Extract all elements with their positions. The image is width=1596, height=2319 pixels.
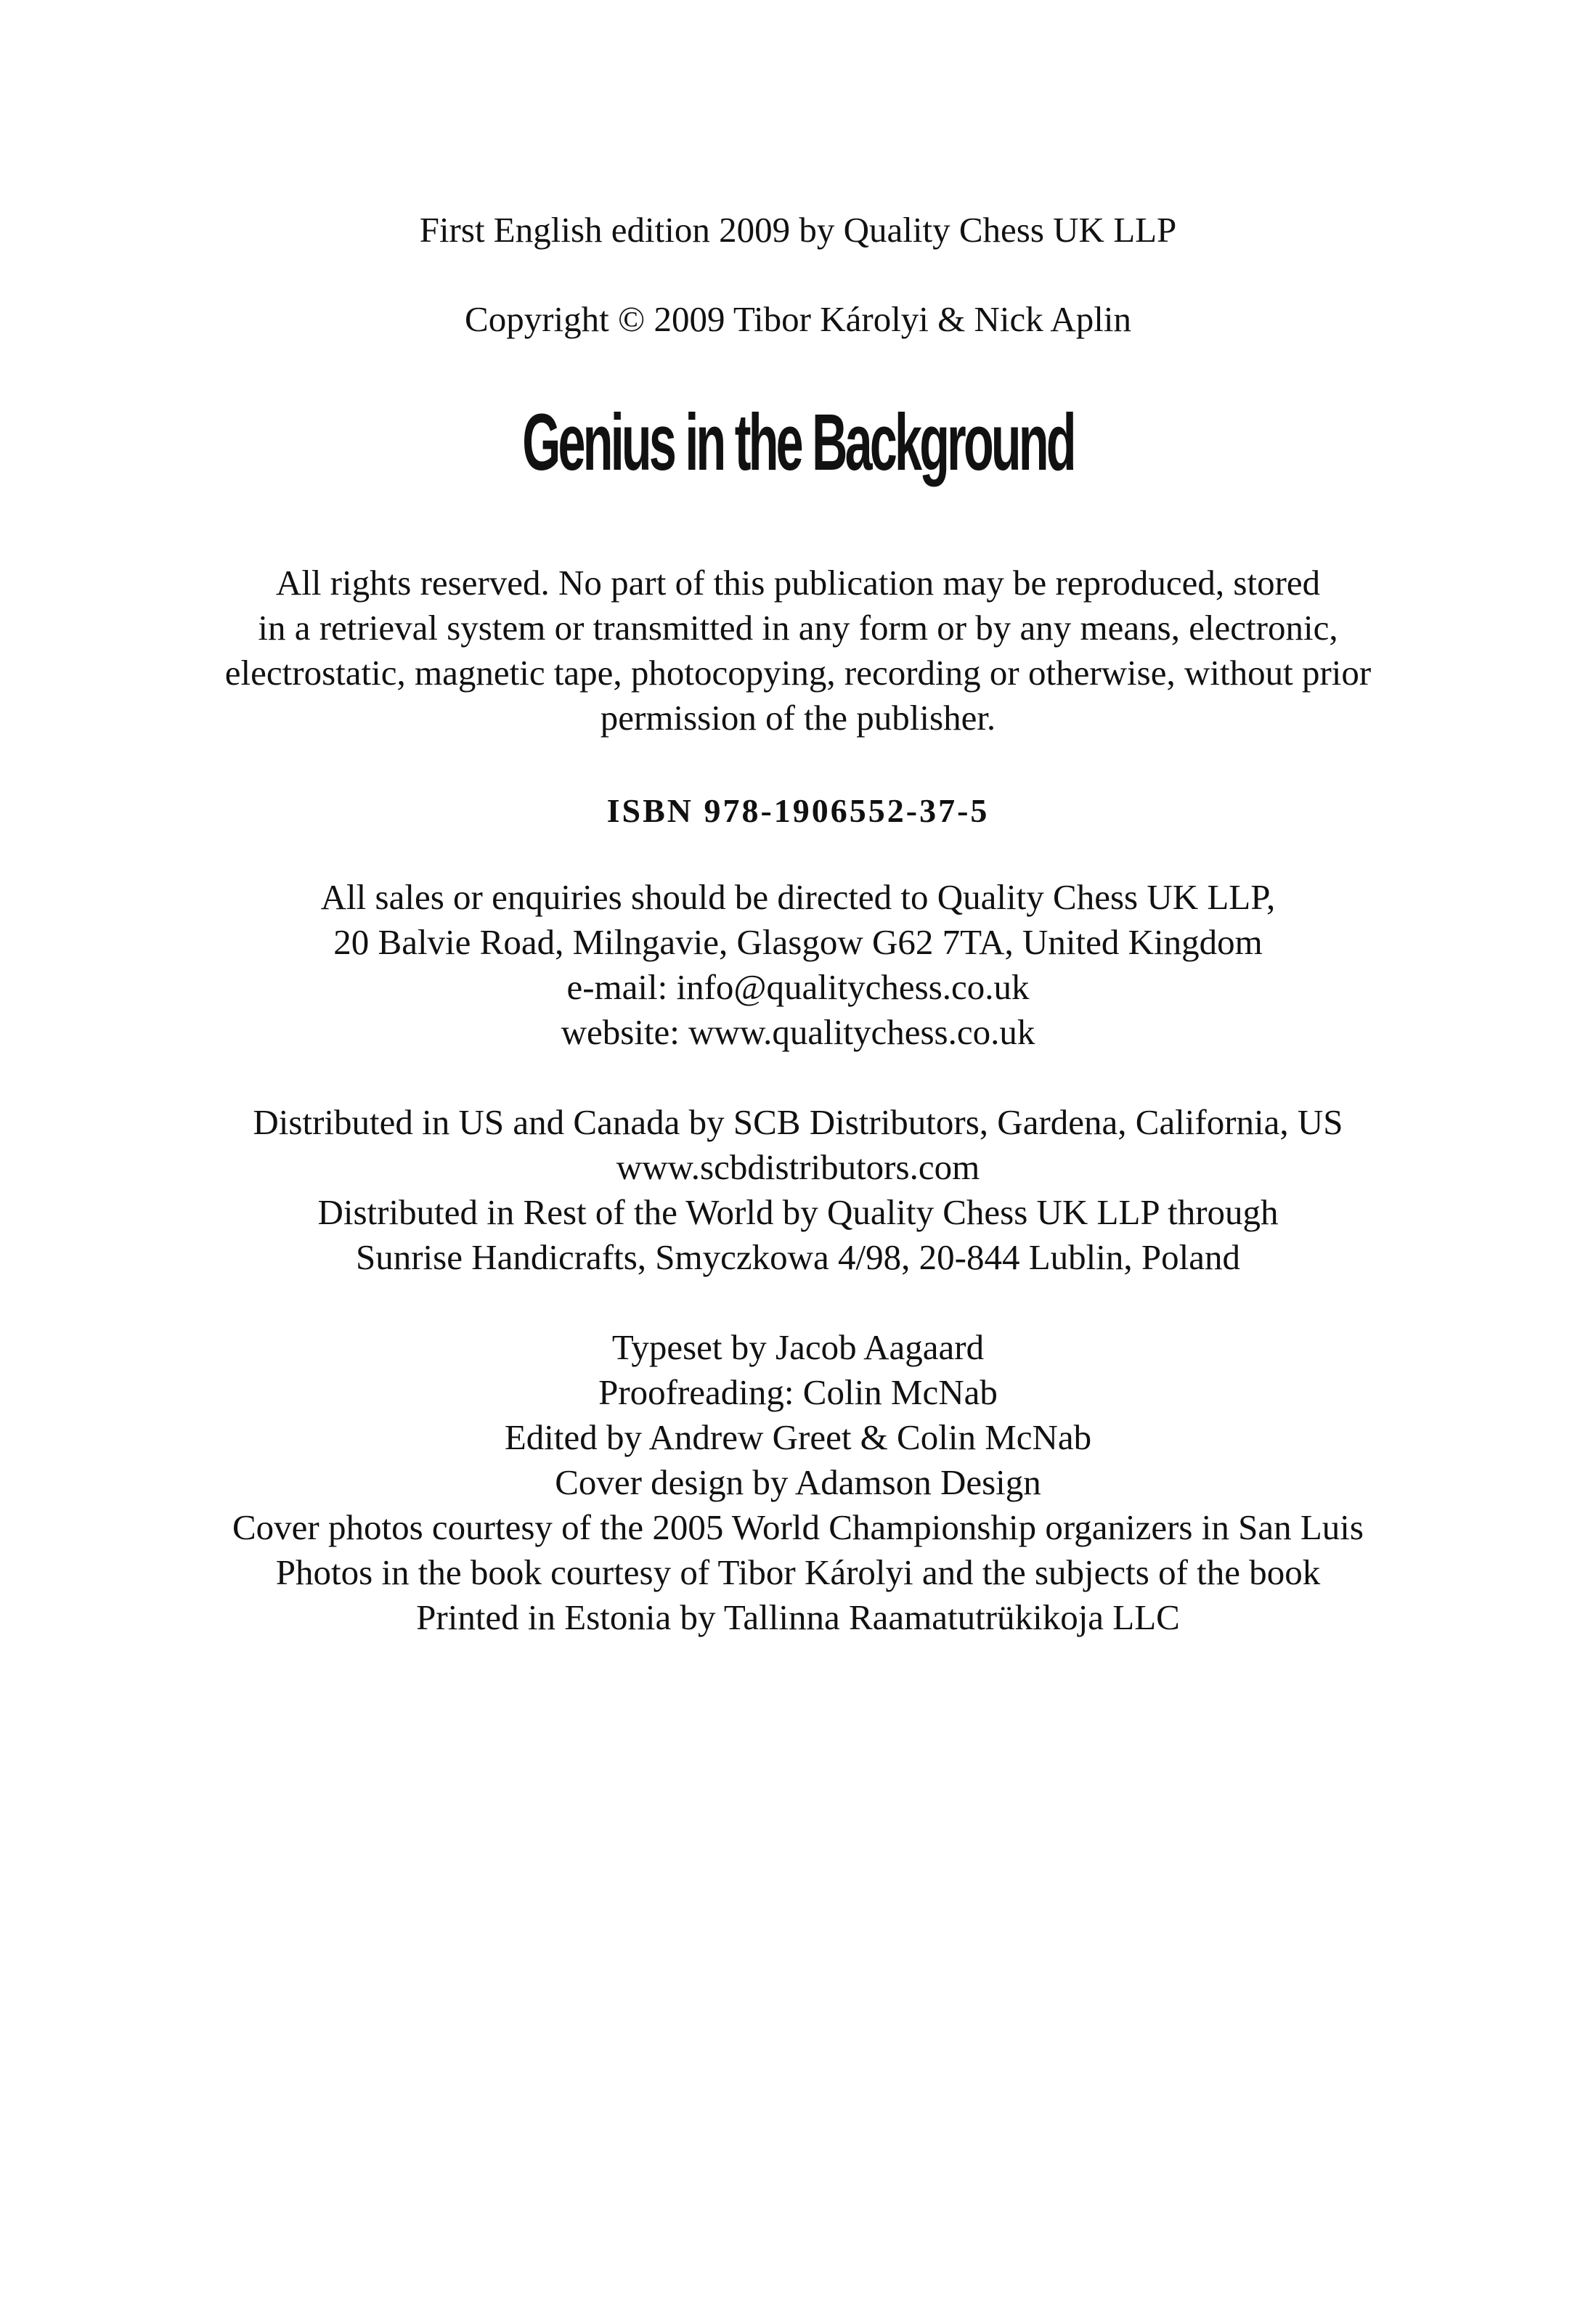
isbn: ISBN 978-1906552-37-5 — [606, 792, 990, 829]
credit-line: Edited by Andrew Greet & Colin McNab — [504, 1417, 1092, 1457]
distribution-line: Sunrise Handicrafts, Smyczkowa 4/98, 20-844 Lublin, Poland — [355, 1237, 1240, 1277]
rights-line: All rights reserved. No part of this publication may be reproduced, stored — [275, 563, 1321, 603]
edition-line: First English edition 2009 by Quality Chess UK LLP — [419, 210, 1177, 250]
book-title: Genius in the Background — [522, 398, 1074, 487]
rights-line: in a retrieval system or transmitted in any form or by any means, electronic, — [258, 608, 1338, 648]
rights-line: electrostatic, magnetic tape, photocopying, recording or otherwise, without prior — [224, 653, 1372, 693]
distribution-line: Distributed in Rest of the World by Quality Chess UK LLP through — [317, 1192, 1279, 1232]
rights-line: permission of the publisher. — [600, 698, 996, 738]
email-line: e-mail: info@qualitychess.co.uk — [566, 967, 1030, 1007]
distribution-line: Distributed in US and Canada by SCB Distributors, Gardena, California, US — [253, 1102, 1343, 1142]
website-line: website: www.qualitychess.co.uk — [561, 1012, 1035, 1052]
sales-line: All sales or enquiries should be directed to Quality Chess UK LLP, — [320, 877, 1276, 917]
credit-line: Cover design by Adamson Design — [555, 1462, 1041, 1502]
address-line: 20 Balvie Road, Milngavie, Glasgow G62 7TA, United Kingdom — [333, 922, 1263, 962]
credit-line: Typeset by Jacob Aagaard — [611, 1327, 985, 1367]
credit-line: Proofreading: Colin McNab — [598, 1372, 998, 1412]
credit-line: Printed in Estonia by Tallinna Raamatutrükikoja LLC — [416, 1597, 1180, 1637]
copyright-line: Copyright © 2009 Tibor Károlyi & Nick Aplin — [465, 299, 1131, 339]
credit-line: Cover photos courtesy of the 2005 World Championship organizers in San Luis — [232, 1507, 1364, 1547]
distribution-url: www.scbdistributors.com — [616, 1147, 980, 1187]
credit-line: Photos in the book courtesy of Tibor Károlyi and the subjects of the book — [275, 1552, 1321, 1592]
